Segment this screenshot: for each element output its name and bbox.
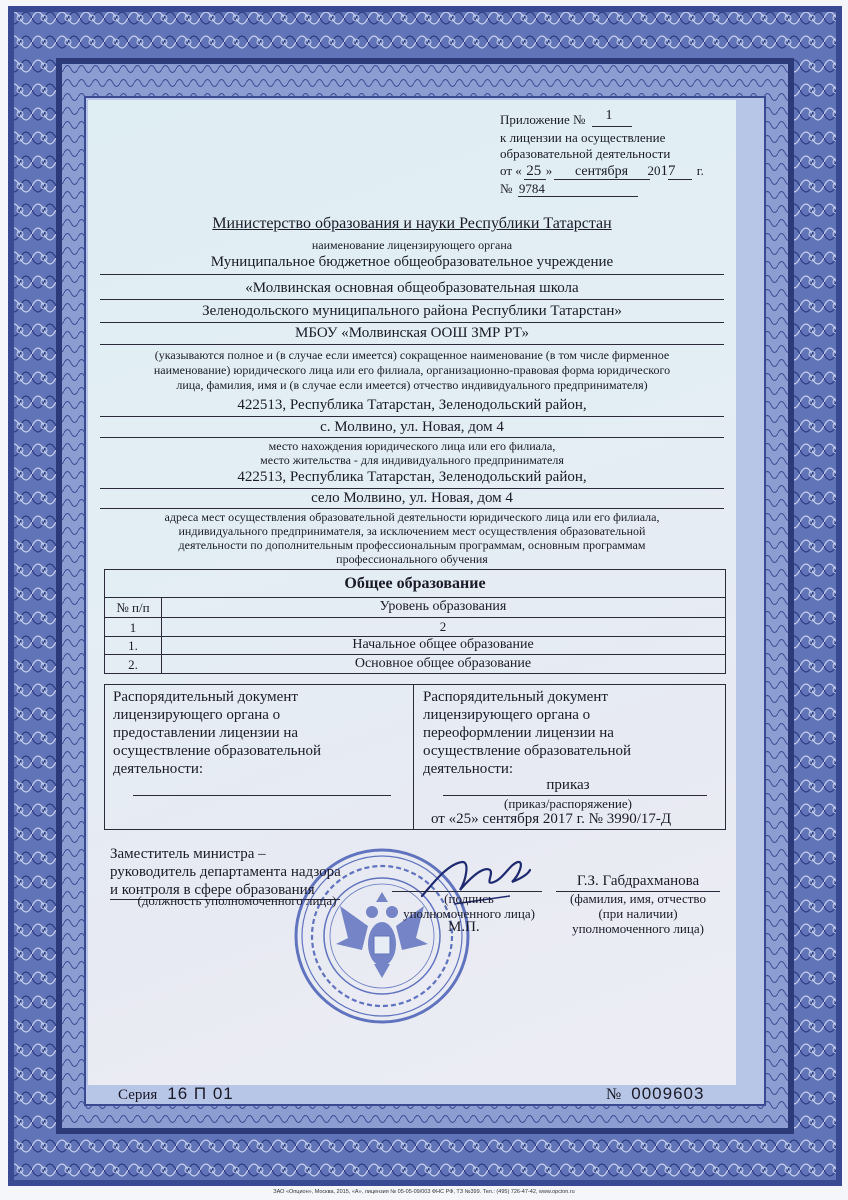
position-line-3: и контроля в сфере образования xyxy=(110,882,315,898)
doc-left-line-2: лицензирующего органа о xyxy=(113,707,281,723)
education-table xyxy=(104,569,726,674)
signature-caption-1: (подпись xyxy=(444,891,494,906)
table-row-1-number: 1. xyxy=(128,638,138,653)
activity-caption-2: индивидуального предпринимателя, за исключением мест осуществления образовательной xyxy=(178,524,646,538)
education-table-title: Общее образование xyxy=(344,575,486,592)
activity-address-line-2: село Молвино, ул. Новая, дом 4 xyxy=(311,490,513,506)
activity-caption-4: профессионального обучения xyxy=(336,552,488,566)
printer-info: ЗАО «Опцион», Москва, 2015, «А», лицензия № 05-05-09/003 ФНС РФ, ТЗ №399. Тел.: (495) 726-47-42, www.opcion.ru xyxy=(273,1189,575,1195)
signatory-name: Г.З. Габдрахманова xyxy=(576,873,700,889)
location-caption-1: место нахождения юридического лица или его филиала, xyxy=(268,439,556,453)
org-caption-2: наименование) юридического лица или его филиала, организационно-правовая форма юридического xyxy=(153,363,671,377)
activity-address-line-1: 422513, Республика Татарстан, Зеленодольский район, xyxy=(237,469,587,485)
authority-name: Министерство образования и науки Республики Татарстан xyxy=(212,215,612,232)
org-line-1: Муниципальное бюджетное общеобразовательное учреждение xyxy=(210,254,614,270)
location-caption-2: место жительства - для индивидуального предпринимателя xyxy=(260,453,564,467)
doc-left-line-5: деятельности: xyxy=(113,761,204,777)
signature-caption-2: уполномоченного лица) xyxy=(403,906,535,921)
position-line-1: Заместитель министра – xyxy=(110,846,266,862)
appendix-number: 1 xyxy=(605,108,613,123)
name-caption-1: (фамилия, имя, отчество xyxy=(570,891,706,906)
appendix-date: от « 25 » сентября 2017 г. xyxy=(500,163,704,179)
position-line-2: руководитель департамента надзора xyxy=(110,864,341,880)
doc-right-line-3: переоформлении лицензии на xyxy=(423,725,614,741)
table-row-1-level: Начальное общее образование xyxy=(352,637,534,652)
name-caption-2: (при наличии) xyxy=(598,906,678,921)
doc-left-line-1: Распорядительный документ xyxy=(113,689,298,705)
org-line-2: «Молвинская основная общеобразовательная школа xyxy=(245,280,579,296)
documents-box xyxy=(104,684,726,830)
doc-right-line-1: Распорядительный документ xyxy=(423,689,608,705)
name-caption-3: уполномоченного лица) xyxy=(572,921,704,936)
position-caption: (должность уполномоченного лица) xyxy=(137,893,337,908)
authority-caption: наименование лицензирующего органа xyxy=(311,238,513,252)
table-row-index: 1 xyxy=(129,620,137,635)
doc-date-number: от «25» сентября 2017 г. № 3990/17-Д xyxy=(431,811,672,827)
appendix-label: Приложение № xyxy=(500,112,586,127)
doc-left-line-4: осуществление образовательной xyxy=(113,743,321,759)
appendix-line3: образовательной деятельности xyxy=(500,146,671,161)
appendix-line2: к лицензии на осуществление xyxy=(500,130,666,145)
blank-series: Серия 16 П 01 xyxy=(118,1084,234,1103)
table-row-2-number: 2. xyxy=(128,657,138,672)
license-number: № 9784 xyxy=(500,181,545,196)
org-caption-3: лица, фамилия, имя и (в случае если имеется) отчество индивидуального предпринимателя) xyxy=(176,378,648,392)
location-line-1: 422513, Республика Татарстан, Зеленодольский район, xyxy=(237,397,587,413)
activity-caption-3: деятельности по дополнительным профессиональным программам, основным программам xyxy=(178,538,646,552)
org-caption-1: (указываются полное и (в случае если имеется) сокращенное наименование (в том числе фирменное xyxy=(154,348,670,362)
doc-right-line-2: лицензирующего органа о xyxy=(423,707,591,723)
table-header-level: Уровень образования xyxy=(379,599,507,614)
doc-right-line-5: деятельности: xyxy=(423,761,514,777)
org-line-3: Зеленодольского муниципального района Республики Татарстан» xyxy=(202,303,622,319)
table-row-index-level: 2 xyxy=(439,619,447,634)
seal-place-label: М.П. xyxy=(448,919,480,935)
blank-number: № 0009603 xyxy=(606,1084,705,1103)
doc-type: приказ xyxy=(546,777,590,793)
table-header-number: № п/п xyxy=(116,600,150,615)
doc-left-line-3: предоставлении лицензии на xyxy=(113,725,299,741)
table-row-2-level: Основное общее образование xyxy=(354,656,532,671)
doc-type-caption: (приказ/распоряжение) xyxy=(504,796,632,811)
activity-caption-1: адреса мест осуществления образовательной деятельности юридического лица или его филиала, xyxy=(164,510,660,524)
location-line-2: с. Молвино, ул. Новая, дом 4 xyxy=(320,419,504,435)
doc-right-line-4: осуществление образовательной xyxy=(423,743,631,759)
org-short-name: МБОУ «Молвинская ООШ ЗМР РТ» xyxy=(295,325,529,341)
